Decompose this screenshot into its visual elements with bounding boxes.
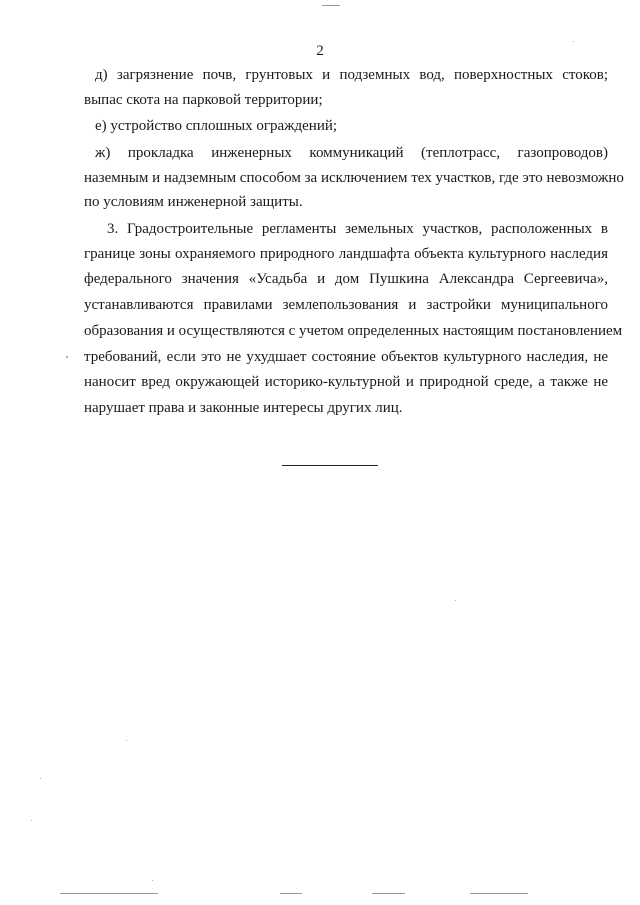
text-line: устанавливаются правилами землепользования и застройки муниципального bbox=[84, 297, 608, 313]
scan-artifact bbox=[322, 5, 340, 6]
scan-artifact bbox=[40, 778, 41, 779]
text-line: е) устройство сплошных ограждений; bbox=[95, 118, 338, 134]
text-line: 3. Градостроительные регламенты земельных участков, расположенных в bbox=[107, 221, 608, 237]
text-line: наносит вред окружающей историко-культурной и природной среде, а также не bbox=[84, 374, 608, 390]
text-line: выпас скота на парковой территории; bbox=[84, 92, 323, 108]
section-divider bbox=[282, 465, 378, 466]
scan-artifact bbox=[280, 893, 302, 894]
page-number: 2 bbox=[316, 43, 324, 59]
scan-artifact bbox=[31, 820, 32, 821]
scan-artifact bbox=[66, 356, 68, 358]
text-line: нарушает права и законные интересы других лиц. bbox=[84, 400, 403, 416]
scan-artifact bbox=[372, 893, 405, 894]
text-line: образования и осуществляются с учетом определенных настоящим постановлением bbox=[84, 323, 623, 339]
text-line: ж) прокладка инженерных коммуникаций (теплотрасс, газопроводов) bbox=[95, 145, 608, 161]
scan-artifact bbox=[152, 880, 153, 881]
scan-artifact bbox=[470, 893, 528, 894]
text-line: требований, если это не ухудшает состояние объектов культурного наследия, не bbox=[84, 349, 608, 365]
scan-artifact bbox=[60, 893, 158, 894]
text-line: наземным и надземным способом за исключением тех участков, где это невозможно bbox=[84, 170, 624, 186]
text-line: федерального значения «Усадьба и дом Пушкина Александра Сергеевича», bbox=[84, 271, 608, 287]
scan-artifact bbox=[573, 41, 574, 42]
scan-artifact bbox=[126, 740, 127, 741]
text-line: д) загрязнение почв, грунтовых и подземных вод, поверхностных стоков; bbox=[95, 67, 608, 83]
scan-artifact bbox=[455, 600, 456, 601]
text-line: по условиям инженерной защиты. bbox=[84, 194, 303, 210]
text-line: границе зоны охраняемого природного ландшафта объекта культурного наследия bbox=[84, 246, 608, 262]
